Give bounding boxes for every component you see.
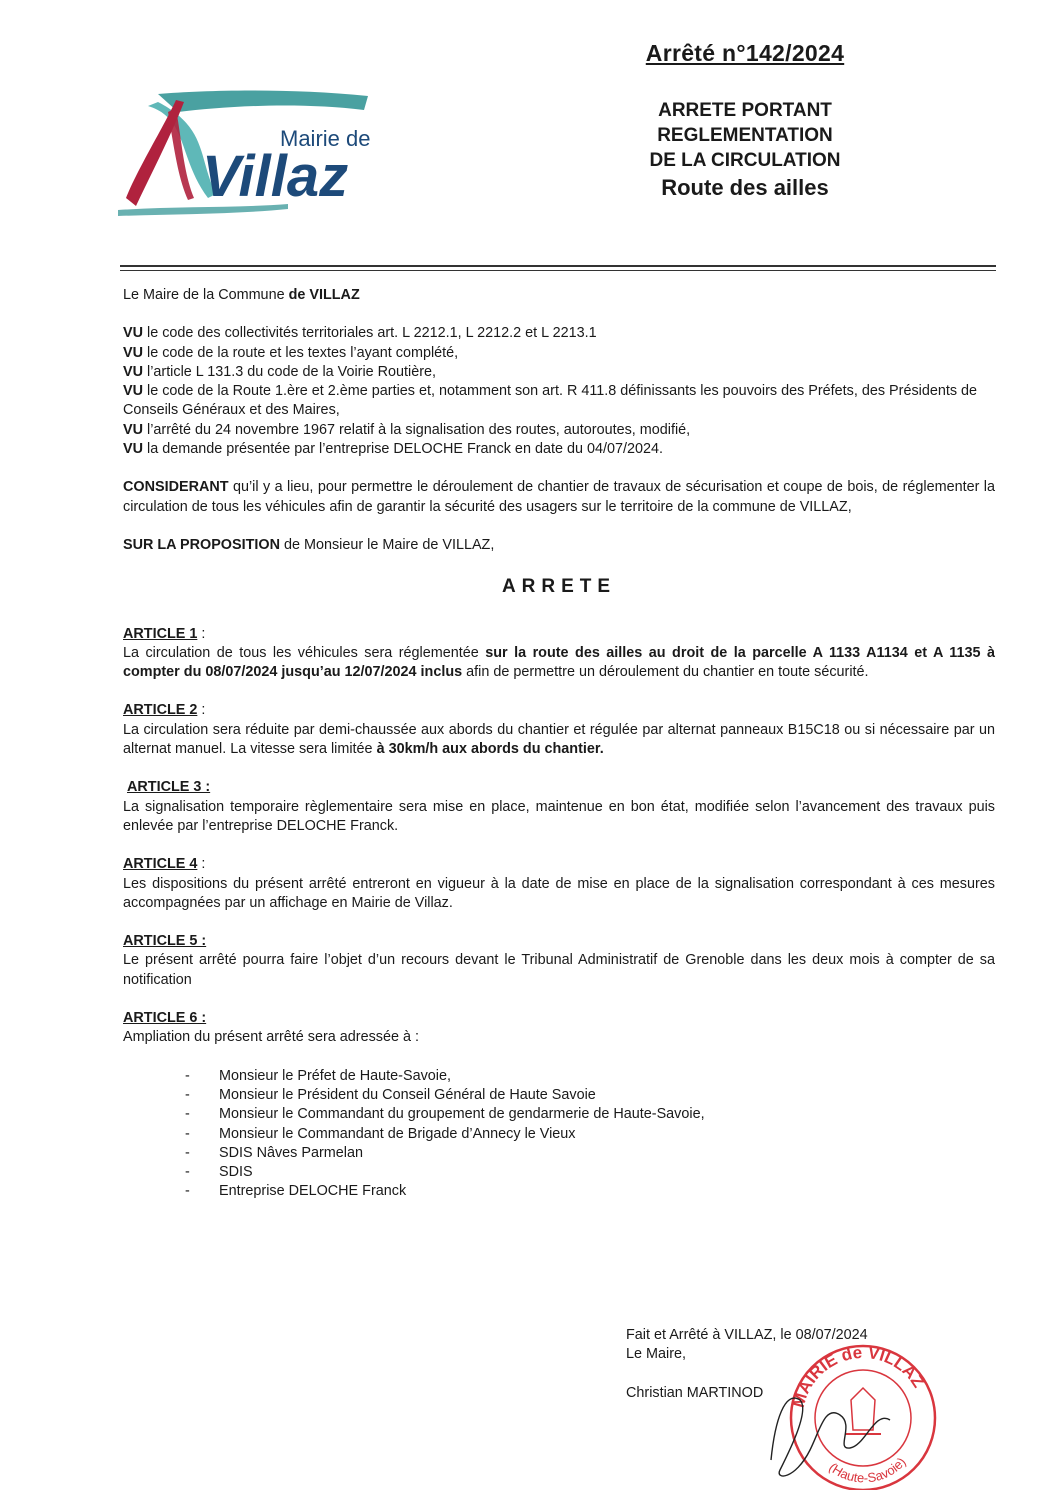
article-1-heading: ARTICLE 1 : xyxy=(123,625,206,642)
vu-item: VU la demande présentée par l’entreprise DELOCHE Franck en date du 04/07/2024. xyxy=(123,441,663,458)
signature-role: Le Maire, xyxy=(626,1346,686,1363)
vu-item: VU le code de la Route 1.ère et 2.ème parties et, notamment son art. R 411.8 définissants les pouvoirs des Préfets, des Présidents de Conseils Généraux et des Maires, xyxy=(123,383,978,419)
stamp-subtext: (Haute-Savoie) xyxy=(826,1454,909,1486)
recipient-item: - Monsieur le Commandant de Brigade d’Annecy le Vieux xyxy=(185,1125,995,1144)
header-rule-thin xyxy=(120,270,996,271)
article-4-text: Les dispositions du présent arrêté entreront en vigueur à la date de mise en place de la signalisation correspondant à ces mesures accompagnées par un affichage en Mairie de Villaz. xyxy=(123,875,995,911)
stamp-graphic xyxy=(765,1330,945,1490)
logo-line2: Villaz xyxy=(202,144,349,209)
title-route: Route des ailles xyxy=(661,175,829,200)
recipient-item: - SDIS Nâves Parmelan xyxy=(185,1144,995,1163)
article-5-text: Le présent arrêté pourra faire l’objet d’un recours devant le Tribunal Administratif de Grenoble dans les deux mois à compter de sa notification xyxy=(123,952,995,988)
article-4-heading: ARTICLE 4 : xyxy=(123,856,206,873)
recipient-item: - SDIS xyxy=(185,1163,995,1182)
article-3-text: La signalisation temporaire règlementaire sera mise en place, maintenue en bon état, modifiée selon l’avancement des travaux puis enlevée par l’entreprise DELOCHE Franck. xyxy=(123,798,995,834)
title-line-2: REGLEMENTATION xyxy=(657,125,833,146)
arrete-number: Arrêté n°142/2024 xyxy=(645,40,845,66)
header-rule xyxy=(120,265,996,267)
proposition-line: SUR LA PROPOSITION de Monsieur le Maire de VILLAZ, xyxy=(123,536,495,553)
article-5-heading: ARTICLE 5 : xyxy=(123,933,207,950)
article-6-heading: ARTICLE 6 : xyxy=(123,1010,207,1027)
arrete-title xyxy=(560,98,930,203)
arrete-heading: ARRETE xyxy=(501,576,617,598)
recipient-item: - Monsieur le Préfet de Haute-Savoie, xyxy=(185,1067,995,1086)
intro-line: Le Maire de la Commune de VILLAZ xyxy=(123,287,360,303)
recipient-item: - Entreprise DELOCHE Franck xyxy=(185,1182,995,1201)
mairie-villaz-logo xyxy=(118,88,408,218)
article-6-text: Ampliation du présent arrêté sera adressée à : xyxy=(123,1029,419,1046)
article-2-text: La circulation sera réduite par demi-chaussée aux abords du chantier et régulée par alternat panneaux B15C18 ou si nécessaire par un alternat manuel. La vitesse sera limitée à 30km/h aux abords du chantier. xyxy=(123,721,995,758)
official-stamp xyxy=(765,1330,945,1490)
recipient-item: - Monsieur le Commandant du groupement de gendarmerie de Haute-Savoie, xyxy=(185,1105,995,1124)
logo-line1: Mairie de xyxy=(280,126,371,151)
title-line-3: DE LA CIRCULATION xyxy=(649,150,841,171)
vu-item: VU l’article L 131.3 du code de la Voirie Routière, xyxy=(123,363,437,380)
article-3-heading: ARTICLE 3 : xyxy=(127,779,211,796)
article-2-heading: ARTICLE 2 : xyxy=(123,702,206,719)
logo-graphic xyxy=(118,88,408,218)
document-body xyxy=(123,286,995,1202)
signature-place-date: Fait et Arrêté à VILLAZ, le 08/07/2024 xyxy=(626,1327,868,1343)
stamp-text: MAIRIE de VILLAZ xyxy=(788,1342,929,1410)
vu-item: VU le code des collectivités territoriales art. L 2212.1, L 2212.2 et L 2213.1 xyxy=(123,325,597,342)
handwritten-signature xyxy=(771,1398,890,1476)
vu-item: VU l’arrêté du 24 novembre 1967 relatif à la signalisation des routes, autoroutes, modifié, xyxy=(123,421,691,438)
vu-list xyxy=(123,324,995,459)
vu-item: VU le code de la route et les textes l’ayant complété, xyxy=(123,344,459,361)
recipient-item: - Monsieur le Président du Conseil Général de Haute Savoie xyxy=(185,1086,995,1105)
signature-name: Christian MARTINOD xyxy=(626,1384,764,1401)
considerant-paragraph: CONSIDERANT qu’il y a lieu, pour permettre le déroulement de chantier de travaux de sécurisation et coupe de bois, de réglementer la circulation de tous les véhicules afin de garantir la sécurité des usagers sur le territoire de la commune de VILLAZ, xyxy=(123,479,995,515)
title-line-1: ARRETE PORTANT xyxy=(658,100,832,121)
article-1-text: La circulation de tous les véhicules sera réglementée sur la route des ailles au droit de la parcelle A 1133 A1134 et A 1135 à compter du 08/07/2024 jusqu’au 12/07/2024 inclus afin de permettre un déroulement du chantier en toute sécurité. xyxy=(123,644,995,681)
recipients-list xyxy=(123,1067,995,1202)
